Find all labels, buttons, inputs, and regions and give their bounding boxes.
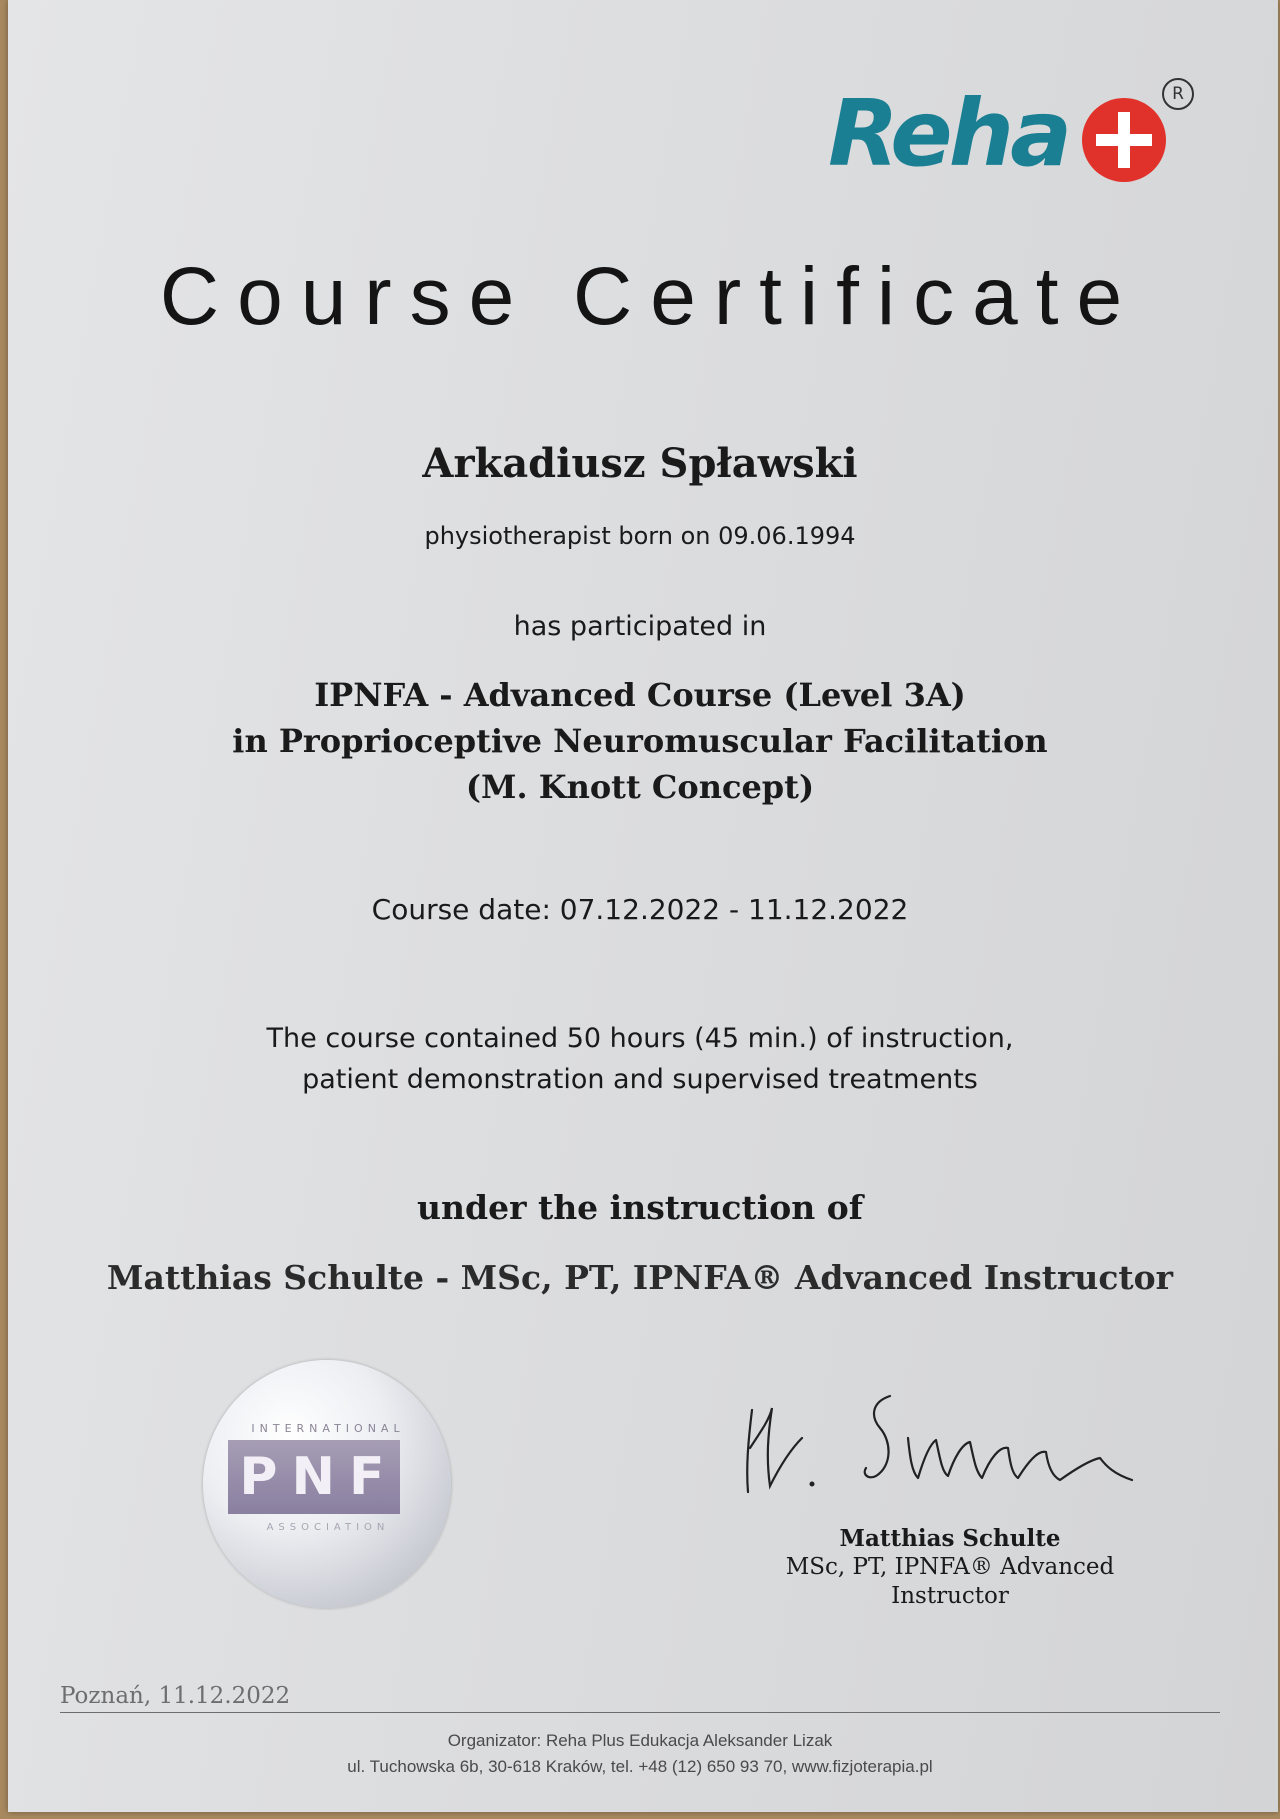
participant-description: physiotherapist born on 09.06.1994 [424, 522, 856, 550]
course-title-line: IPNFA - Advanced Course (Level 3A) [314, 676, 966, 714]
instructor-line: Matthias Schulte - MSc, PT, IPNFA® Advanced Instructor [106, 1258, 1174, 1297]
seal-top-text: INTERNATIONAL [251, 1422, 405, 1435]
organizer-address: ul. Tuchowska 6b, 30-618 Kraków, tel. +48 (12) 650 93 70, www.fizjoterapia.pl [347, 1757, 933, 1776]
course-date: Course date: 07.12.2022 - 11.12.2022 [371, 893, 909, 926]
under-instruction-heading: under the instruction of [417, 1188, 863, 1227]
signatory-title: Instructor [891, 1583, 1009, 1609]
participated-text: has participated in [513, 611, 767, 642]
certificate-title: Course Certificate [159, 251, 1141, 342]
course-content [0, 1018, 1280, 1100]
signature-block [740, 1524, 1160, 1611]
place-and-date: Poznań, 11.12.2022 [60, 1683, 291, 1709]
logo-wordmark: Reha [828, 80, 1069, 187]
footer-divider [60, 1712, 1220, 1713]
signatory-title: MSc, PT, IPNFA® Advanced [785, 1554, 1115, 1580]
handwritten-signature [740, 1388, 1180, 1508]
course-content-line: patient demonstration and supervised treatments [302, 1064, 978, 1095]
plus-icon [1082, 98, 1166, 182]
course-title-line: in Proprioceptive Neuromuscular Facilitation [232, 722, 1048, 760]
course-content-line: The course contained 50 hours (45 min.) of instruction, [266, 1023, 1014, 1054]
organizer-footer [0, 1728, 1280, 1780]
signatory-name: Matthias Schulte [839, 1525, 1061, 1552]
organizer-name: Organizator: Reha Plus Edukacja Aleksander Lizak [447, 1731, 833, 1750]
seal-bottom-text: ASSOCIATION [266, 1522, 390, 1533]
course-title [0, 672, 1280, 810]
registered-icon: R [1162, 78, 1194, 110]
seal-pnf-text: PNF [228, 1440, 400, 1514]
participant-name: Arkadiusz Spławski [422, 440, 858, 487]
pnf-hologram-seal [203, 1360, 451, 1608]
course-title-line: (M. Knott Concept) [465, 768, 815, 806]
reha-plus-logo [828, 80, 1168, 198]
